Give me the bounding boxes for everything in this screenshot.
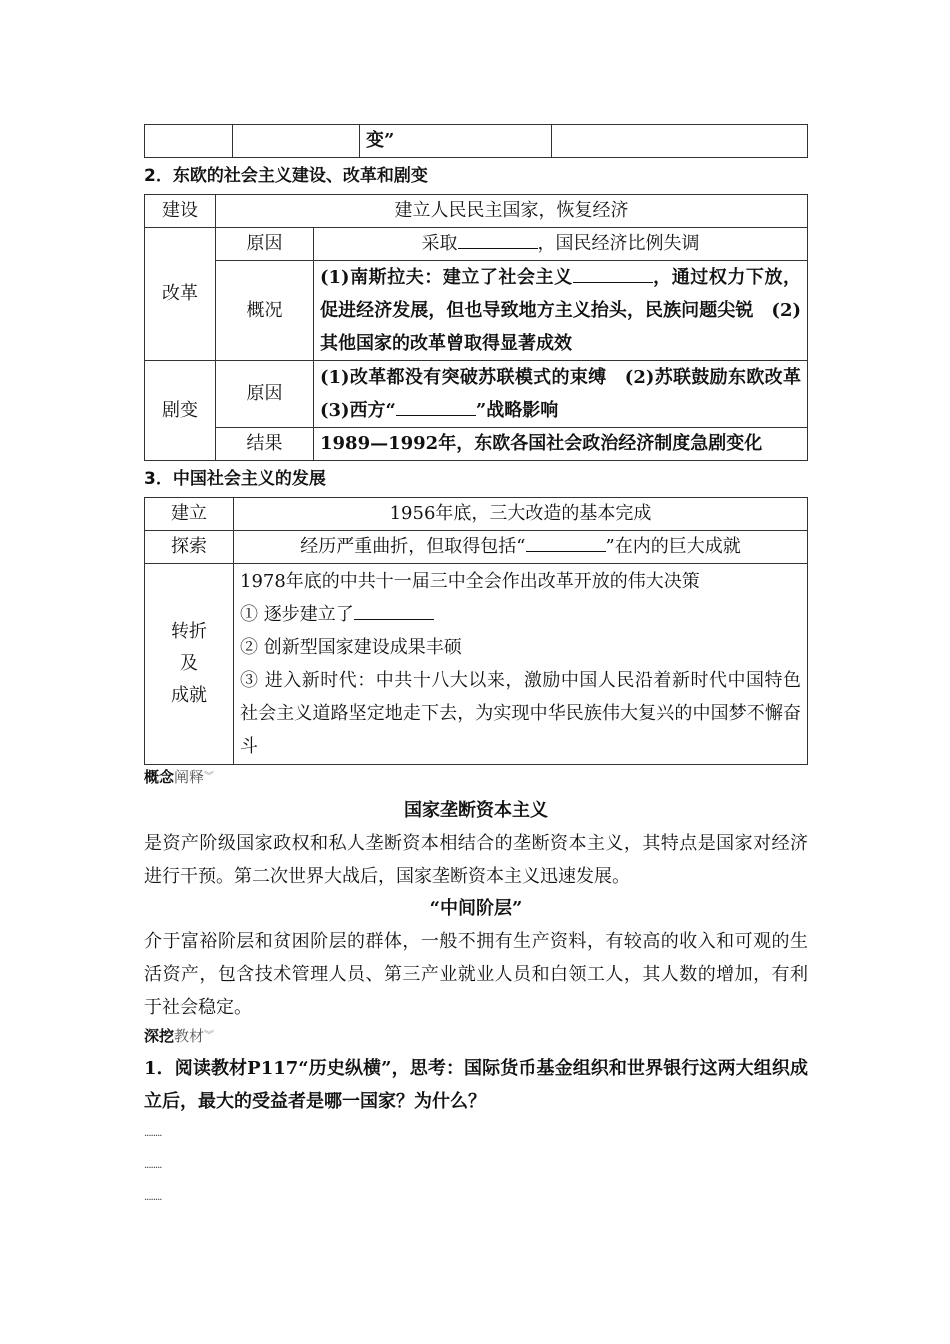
answer-line-3: ........ — [144, 1192, 162, 1203]
page — [144, 0, 819, 1214]
top-table — [144, 124, 808, 158]
zhuanzhe-line-4: ③ 进入新时代：中共十八大以来，激励中国人民沿着新时代中国特色社会主义道路坚定地走下去，为实现中华民族伟大复兴的中国梦不懈奋斗 — [240, 670, 801, 757]
zhuanzhe-line-2: ① 逐步建立了 — [240, 598, 801, 631]
zhuanzhe-content — [234, 564, 808, 765]
question-1: 1．阅读教材P117“历史纵横”，思考：国际货币基金组织和世界银行这两大组织成立后，最大的受益者是哪一国家？为什么？ — [144, 1058, 808, 1112]
blank-underline — [573, 264, 653, 283]
section3-table — [144, 497, 808, 765]
answer-line-2: ........ — [144, 1160, 162, 1171]
top-cell-2 — [233, 125, 360, 158]
chevron-down-icon: ︾ — [204, 771, 215, 783]
section2-title: 2．东欧的社会主义建设、改革和剧变 — [144, 166, 428, 186]
gaikuang-text: (1)南斯拉夫：建立了社会主义 ，通过权力下放，促进经济发展，但也导致地方主义抬头，民族问题尖锐 (2)其他国家的改革曾取得显著成效 — [314, 261, 808, 361]
textbook-label: 深挖教材︾ — [144, 1027, 215, 1045]
zhuanzhe-line-1: 1978年底的中共十一届三中全会作出改革开放的伟大决策 — [240, 571, 700, 592]
gaige-yuanyin-label: 原因 — [216, 228, 314, 261]
top-cell-1 — [145, 125, 233, 158]
blank-underline — [396, 397, 476, 416]
term1-text: 是资产阶级国家政权和私人垄断资本相结合的垄断资本主义，其特点是国家对经济进行干预。第二次世界大战后，国家垄断资本主义迅速发展。 — [144, 833, 808, 887]
jianli-label: 建立 — [145, 498, 234, 531]
zhuanzhe-label-1: 转折 — [171, 621, 207, 642]
blank-underline — [526, 533, 606, 552]
section3-title: 3．中国社会主义的发展 — [144, 469, 326, 489]
gaikuang-label: 概况 — [216, 261, 314, 361]
jianli-text: 1956年底，三大改造的基本完成 — [234, 498, 808, 531]
tansuo-text: 经历严重曲折，但取得包括“ ”在内的巨大成就 — [234, 531, 808, 564]
jubian-yuanyin-label: 原因 — [216, 361, 314, 428]
answer-line-1: ........ — [144, 1128, 162, 1139]
zhuanzhe-label — [145, 564, 234, 765]
zhuanzhe-line-3: ② 创新型国家建设成果丰硕 — [240, 637, 462, 658]
jubian-yuanyin-text: (1)改革都没有突破苏联模式的束缚 (2)苏联鼓励东欧改革 (3)西方“ ”战略影响 — [314, 361, 808, 428]
term2-title: “中间阶层” — [429, 898, 523, 919]
section2-table — [144, 194, 819, 461]
term1-title: 国家垄断资本主义 — [404, 800, 548, 821]
jubian-label: 剧变 — [145, 361, 216, 461]
gaige-yuanyin-text: 采取 ，国民经济比例失调 — [314, 228, 808, 261]
concept-label: 概念阐释︾ — [144, 768, 215, 786]
zhuanzhe-label-2: 及 — [180, 653, 198, 674]
jianshe-label: 建设 — [145, 195, 216, 228]
blank-underline — [354, 601, 434, 620]
term2-text: 介于富裕阶层和贫困阶层的群体，一般不拥有生产资料，有较高的收入和可观的生活资产，包含技术管理人员、第三产业就业人员和白领工人，其人数的增加，有利于社会稳定。 — [144, 931, 808, 1018]
top-cell-4 — [552, 125, 808, 158]
jieguo-text: 1989—1992年，东欧各国社会政治经济制度急剧变化 — [314, 428, 808, 461]
jieguo-label: 结果 — [216, 428, 314, 461]
chevron-down-icon: ︾ — [204, 1030, 215, 1042]
gaige-label: 改革 — [145, 228, 216, 361]
jianshe-text: 建立人民民主国家，恢复经济 — [216, 195, 808, 228]
zhuanzhe-label-3: 成就 — [171, 685, 207, 706]
tansuo-label: 探索 — [145, 531, 234, 564]
blank-underline — [458, 230, 538, 249]
top-cell-3: 变” — [360, 125, 552, 158]
